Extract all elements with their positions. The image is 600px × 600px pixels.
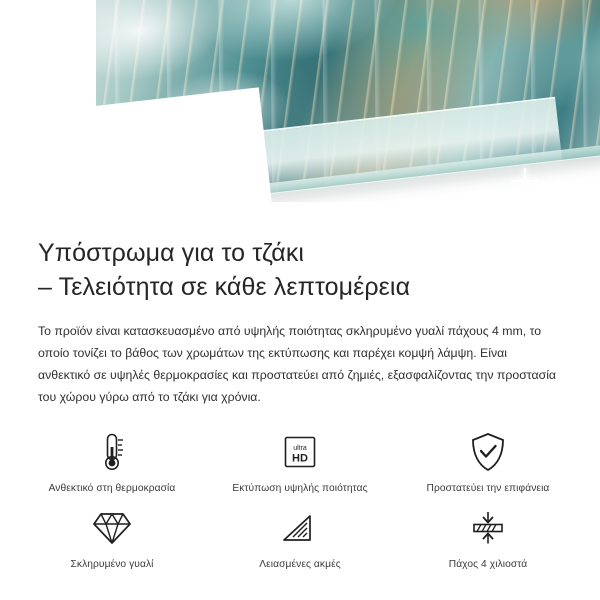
hero-image	[0, 0, 600, 218]
page-title-line-2: – Τελειότητα σε κάθε λεπτομέρεια	[38, 273, 411, 301]
content-block	[0, 218, 600, 408]
feature-label: Λειασμένες ακμές	[259, 559, 341, 570]
description-paragraph: Το προϊόν είναι κατασκευασμένο από υψηλής ποιότητας σκληρυμένο γυαλί πάχους 4 mm, το οποίο τονίζει το βάθος των χρωμάτων της εκτύπωσης και παρέχει κομψή λάμψη. Είναι ανθεκτικό σε υψηλές θερμοκρασίες και προστατεύει από ζημιές, εξασφαλίζοντας την προστασία του χώρου γύρω από το τζάκι για χρόνια.	[38, 324, 557, 404]
feature-item-print-quality	[206, 430, 394, 494]
feature-grid	[0, 430, 600, 570]
feature-item-temperature	[18, 430, 206, 494]
thickness-arrows-icon	[468, 506, 508, 550]
feature-label: Πάχος 4 χιλιοστά	[448, 559, 528, 570]
diamond-icon	[91, 506, 133, 550]
shield-check-icon	[469, 430, 507, 474]
feature-item-surface-protection	[394, 430, 582, 494]
hero-mask-left	[0, 0, 96, 218]
sparkle-icon	[512, 168, 538, 194]
thermometer-icon	[95, 430, 129, 474]
feature-item-smooth-edges	[206, 506, 394, 570]
smooth-edges-icon	[280, 506, 320, 550]
feature-item-tempered-glass	[18, 506, 206, 570]
page-title-line-1: Υπόστρωμα για το τζάκι	[38, 239, 305, 267]
hero-mask-bottom	[0, 202, 600, 218]
svg-text:ultra: ultra	[293, 445, 307, 452]
svg-text:HD: HD	[292, 452, 308, 465]
ultra-hd-icon	[280, 430, 320, 474]
feature-label: Προστατεύει την επιφάνεια	[426, 483, 550, 494]
feature-label: Ανθεκτικό στη θερμοκρασία	[48, 483, 176, 494]
feature-label: Σκληρυμένο γυαλί	[70, 559, 154, 570]
sparkle-icon	[536, 182, 552, 198]
feature-label: Εκτύπωση υψηλής ποιότητας	[232, 483, 368, 494]
feature-item-thickness	[394, 506, 582, 570]
page-title	[38, 236, 562, 304]
